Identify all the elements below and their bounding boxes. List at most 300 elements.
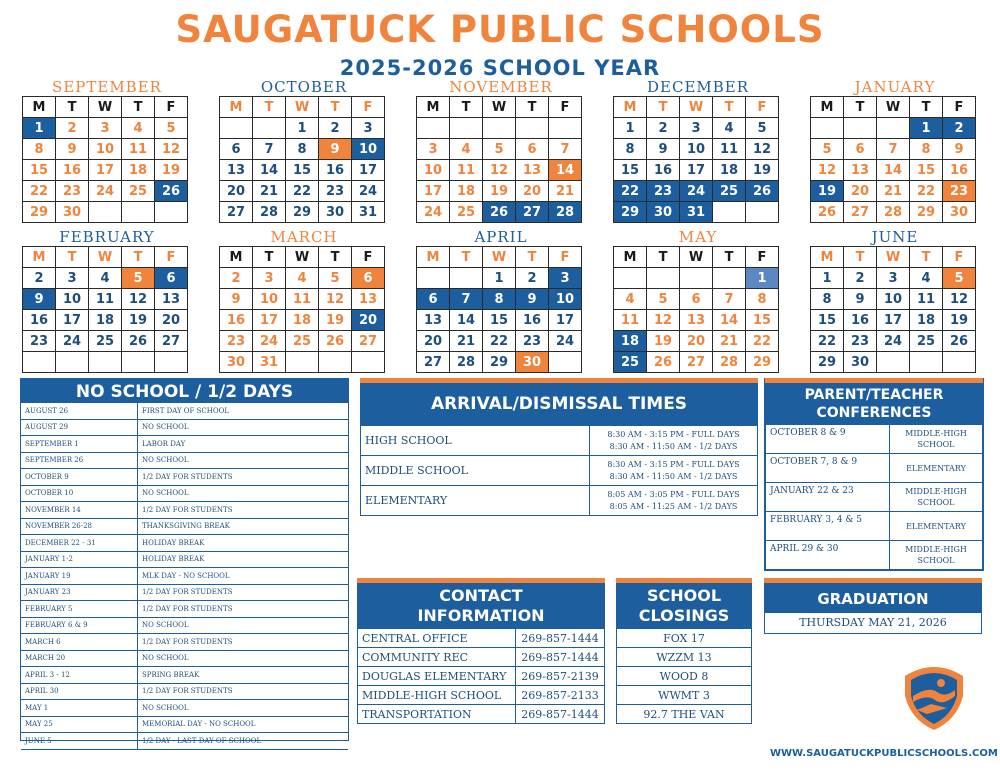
day-cell: 30 xyxy=(844,352,877,373)
day-cell: 30 xyxy=(943,202,976,223)
day-cell: 22 xyxy=(910,181,943,202)
no-school-row xyxy=(21,403,348,420)
day-cell: 9 xyxy=(516,289,549,310)
conference-date: OCTOBER 8 & 9 xyxy=(766,425,890,454)
day-cell: 9 xyxy=(220,289,253,310)
arrival-half-day: 8:30 AM - 11:50 AM - 1/2 DAYS xyxy=(609,441,738,451)
day-cell: 23 xyxy=(220,331,253,352)
week-row xyxy=(23,181,188,202)
day-cell: 15 xyxy=(746,310,779,331)
day-cell: 22 xyxy=(811,331,844,352)
day-cell: 23 xyxy=(56,181,89,202)
conference-school: ELEMENTARY xyxy=(890,512,983,541)
day-cell: 15 xyxy=(811,310,844,331)
weekday-header: T xyxy=(122,97,155,118)
arrival-school: ELEMENTARY xyxy=(361,486,590,516)
day-cell: 27 xyxy=(516,202,549,223)
closing-station: WOOD 8 xyxy=(617,667,752,686)
day-cell: 29 xyxy=(483,352,516,373)
school-year-subtitle: 2025-2026 SCHOOL YEAR xyxy=(339,56,661,80)
weekday-header: T xyxy=(450,97,483,118)
day-cell: 16 xyxy=(844,310,877,331)
day-cell: 24 xyxy=(56,331,89,352)
day-cell: 2 xyxy=(56,118,89,139)
day-cell xyxy=(417,118,450,139)
weekday-header: F xyxy=(549,247,582,268)
day-cell: 15 xyxy=(483,310,516,331)
weekday-header: T xyxy=(319,247,352,268)
contact-table xyxy=(357,628,605,724)
day-cell: 1 xyxy=(811,268,844,289)
day-cell: 19 xyxy=(319,310,352,331)
day-cell: 24 xyxy=(549,331,582,352)
week-row xyxy=(614,118,779,139)
weekday-header: W xyxy=(89,97,122,118)
day-cell: 14 xyxy=(450,310,483,331)
closing-station: WZZM 13 xyxy=(617,648,752,667)
week-row xyxy=(614,139,779,160)
conference-date: JANUARY 22 & 23 xyxy=(766,483,890,512)
day-cell: 29 xyxy=(811,352,844,373)
week-row xyxy=(614,181,779,202)
day-cell: 27 xyxy=(844,202,877,223)
weekday-header: T xyxy=(910,97,943,118)
day-cell: 6 xyxy=(680,289,713,310)
conference-school: MIDDLE-HIGH SCHOOL xyxy=(890,425,983,454)
day-cell: 16 xyxy=(220,310,253,331)
weekday-header: T xyxy=(516,247,549,268)
day-cell: 18 xyxy=(286,310,319,331)
day-cell xyxy=(713,202,746,223)
day-cell: 15 xyxy=(286,160,319,181)
contact-phone[interactable]: 269-857-1444 xyxy=(516,648,605,667)
arrival-row xyxy=(361,426,758,456)
weekday-header: T xyxy=(713,97,746,118)
contact-phone[interactable]: 269-857-1444 xyxy=(516,705,605,724)
week-row xyxy=(220,268,385,289)
no-school-row xyxy=(21,717,348,734)
no-school-label: HOLIDAY BREAK xyxy=(142,555,205,564)
week-row xyxy=(417,331,582,352)
closings-title-line1: SCHOOL xyxy=(646,586,722,605)
day-cell: 5 xyxy=(943,268,976,289)
day-cell: 31 xyxy=(253,352,286,373)
week-row xyxy=(811,268,976,289)
day-cell: 28 xyxy=(450,352,483,373)
day-cell: 23 xyxy=(319,181,352,202)
day-cell: 8 xyxy=(23,139,56,160)
day-cell: 14 xyxy=(549,160,582,181)
day-cell: 3 xyxy=(253,268,286,289)
conference-date: APRIL 29 & 30 xyxy=(766,541,890,570)
day-cell: 14 xyxy=(877,160,910,181)
day-cell: 22 xyxy=(286,181,319,202)
conference-row xyxy=(766,512,983,541)
day-cell: 10 xyxy=(56,289,89,310)
no-school-label: NO SCHOOL xyxy=(142,621,189,630)
no-school-label: MEMORIAL DAY - NO SCHOOL xyxy=(142,720,256,729)
day-cell: 17 xyxy=(253,310,286,331)
no-school-date: MAY 25 xyxy=(21,717,138,733)
no-school-row xyxy=(21,651,348,668)
closings-panel xyxy=(616,578,752,724)
day-cell: 30 xyxy=(319,202,352,223)
day-cell: 29 xyxy=(746,352,779,373)
conferences-table xyxy=(765,424,983,570)
contact-name: TRANSPORTATION xyxy=(358,705,516,724)
day-cell: 6 xyxy=(155,268,188,289)
day-cell: 11 xyxy=(713,139,746,160)
month-name: JUNE xyxy=(871,228,919,246)
day-cell: 3 xyxy=(549,268,582,289)
weekday-header: M xyxy=(220,97,253,118)
day-cell: 29 xyxy=(910,202,943,223)
weekday-header: F xyxy=(746,247,779,268)
website-link[interactable]: WWW.SAUGATUCKPUBLICSCHOOLS.COM xyxy=(770,748,998,759)
contact-name: CENTRAL OFFICE xyxy=(358,629,516,648)
contact-row xyxy=(358,686,605,705)
day-cell: 27 xyxy=(417,352,450,373)
day-cell xyxy=(614,268,647,289)
contact-phone[interactable]: 269-857-1444 xyxy=(516,629,605,648)
arrival-row xyxy=(361,456,758,486)
day-cell: 26 xyxy=(319,331,352,352)
weekday-header: W xyxy=(89,247,122,268)
day-cell: 2 xyxy=(319,118,352,139)
arrival-title: ARRIVAL/DISMISSAL TIMES xyxy=(360,383,758,425)
weekday-header: T xyxy=(647,247,680,268)
day-cell: 12 xyxy=(483,160,516,181)
conference-school: ELEMENTARY xyxy=(890,454,983,483)
day-cell xyxy=(155,202,188,223)
day-cell: 13 xyxy=(220,160,253,181)
day-cell: 10 xyxy=(877,289,910,310)
day-cell: 13 xyxy=(844,160,877,181)
day-cell: 25 xyxy=(450,202,483,223)
weekday-header: W xyxy=(286,97,319,118)
graduation-date: THURSDAY MAY 21, 2026 xyxy=(764,613,982,634)
day-cell: 28 xyxy=(877,202,910,223)
week-row xyxy=(417,202,582,223)
day-cell: 18 xyxy=(122,160,155,181)
day-cell: 16 xyxy=(319,160,352,181)
conferences-title-line1: PARENT/TEACHER xyxy=(804,387,944,403)
day-cell: 13 xyxy=(680,310,713,331)
day-cell: 11 xyxy=(286,289,319,310)
day-cell xyxy=(516,118,549,139)
arrival-dismissal-panel xyxy=(360,378,758,516)
conference-school: MIDDLE-HIGH SCHOOL xyxy=(890,541,983,570)
week-row xyxy=(811,160,976,181)
weekday-header: W xyxy=(483,97,516,118)
week-row xyxy=(614,331,779,352)
no-school-label: THANKSGIVING BREAK xyxy=(142,522,230,531)
no-school-label: 1/2 DAY FOR STUDENTS xyxy=(142,604,233,613)
week-row xyxy=(23,268,188,289)
day-cell: 5 xyxy=(811,139,844,160)
day-cell: 31 xyxy=(680,202,713,223)
day-cell: 26 xyxy=(746,181,779,202)
day-cell: 26 xyxy=(483,202,516,223)
week-row xyxy=(23,118,188,139)
day-cell: 19 xyxy=(746,160,779,181)
day-cell: 5 xyxy=(746,118,779,139)
day-cell: 3 xyxy=(352,118,385,139)
no-school-date: MARCH 6 xyxy=(21,634,138,650)
weekday-header: F xyxy=(352,247,385,268)
day-cell: 6 xyxy=(220,139,253,160)
arrival-times xyxy=(590,486,758,516)
no-school-row xyxy=(21,519,348,536)
no-school-label: MLK DAY - NO SCHOOL xyxy=(142,571,230,580)
day-cell xyxy=(844,118,877,139)
day-cell: 24 xyxy=(680,181,713,202)
conference-row xyxy=(766,425,983,454)
day-cell: 4 xyxy=(89,268,122,289)
arrival-times xyxy=(590,456,758,486)
no-school-title: NO SCHOOL / 1/2 DAYS xyxy=(21,379,348,403)
day-cell: 13 xyxy=(352,289,385,310)
day-cell xyxy=(549,118,582,139)
week-row xyxy=(811,139,976,160)
day-cell: 27 xyxy=(352,331,385,352)
day-cell: 21 xyxy=(877,181,910,202)
day-cell: 12 xyxy=(943,289,976,310)
no-school-label: 1/2 DAY FOR STUDENTS xyxy=(142,637,233,646)
day-cell: 19 xyxy=(811,181,844,202)
week-row xyxy=(23,139,188,160)
day-cell xyxy=(23,352,56,373)
day-cell: 4 xyxy=(713,118,746,139)
day-cell xyxy=(319,352,352,373)
conference-date: FEBRUARY 3, 4 & 5 xyxy=(766,512,890,541)
weekday-header: T xyxy=(56,247,89,268)
weekday-header: W xyxy=(877,247,910,268)
month-calendar-table xyxy=(219,96,385,223)
conference-date: OCTOBER 7, 8 & 9 xyxy=(766,454,890,483)
day-cell: 8 xyxy=(614,139,647,160)
day-cell: 11 xyxy=(614,310,647,331)
arrival-school: MIDDLE SCHOOL xyxy=(361,456,590,486)
week-row xyxy=(614,160,779,181)
day-cell: 15 xyxy=(23,160,56,181)
no-school-row xyxy=(21,667,348,684)
weekday-header: F xyxy=(943,247,976,268)
weekday-header: T xyxy=(253,97,286,118)
contact-row xyxy=(358,629,605,648)
no-school-row xyxy=(21,420,348,437)
day-cell: 3 xyxy=(56,268,89,289)
day-cell: 23 xyxy=(647,181,680,202)
day-cell xyxy=(549,352,582,373)
contact-name: MIDDLE-HIGH SCHOOL xyxy=(358,686,516,705)
contact-panel xyxy=(357,578,605,724)
month-calendar-table xyxy=(613,246,779,373)
week-row xyxy=(23,160,188,181)
day-cell: 18 xyxy=(450,181,483,202)
week-row xyxy=(417,310,582,331)
week-row xyxy=(614,202,779,223)
day-cell: 6 xyxy=(352,268,385,289)
day-cell xyxy=(253,118,286,139)
day-cell: 29 xyxy=(286,202,319,223)
closing-station: 92.7 THE VAN xyxy=(617,705,752,724)
day-cell: 3 xyxy=(89,118,122,139)
weekday-header: T xyxy=(56,97,89,118)
no-school-label: 1/2 DAY FOR STUDENTS xyxy=(142,588,233,597)
no-school-row xyxy=(21,700,348,717)
contact-row xyxy=(358,705,605,724)
weekday-header: F xyxy=(549,97,582,118)
day-cell: 20 xyxy=(417,331,450,352)
day-cell: 22 xyxy=(23,181,56,202)
month-calendar-table xyxy=(22,96,188,223)
day-cell: 29 xyxy=(614,202,647,223)
day-cell xyxy=(56,352,89,373)
day-cell xyxy=(877,118,910,139)
arrival-table xyxy=(360,425,758,516)
day-cell: 27 xyxy=(220,202,253,223)
week-row xyxy=(23,352,188,373)
day-cell xyxy=(910,352,943,373)
contact-phone[interactable]: 269-857-2139 xyxy=(516,667,605,686)
contact-name: DOUGLAS ELEMENTARY xyxy=(358,667,516,686)
day-cell: 5 xyxy=(483,139,516,160)
weekday-header: F xyxy=(352,97,385,118)
week-row xyxy=(417,289,582,310)
day-cell: 9 xyxy=(647,139,680,160)
day-cell xyxy=(811,118,844,139)
weekday-header: W xyxy=(483,247,516,268)
day-cell: 18 xyxy=(614,331,647,352)
day-cell: 23 xyxy=(943,181,976,202)
day-cell: 29 xyxy=(23,202,56,223)
weekday-header: M xyxy=(614,247,647,268)
weekday-header: F xyxy=(155,97,188,118)
day-cell: 5 xyxy=(155,118,188,139)
day-cell: 16 xyxy=(943,160,976,181)
day-cell: 15 xyxy=(614,160,647,181)
day-cell: 18 xyxy=(713,160,746,181)
day-cell: 25 xyxy=(614,352,647,373)
conference-row xyxy=(766,541,983,570)
day-cell xyxy=(89,352,122,373)
month-calendar-table xyxy=(810,246,976,373)
week-row xyxy=(417,181,582,202)
day-cell: 22 xyxy=(483,331,516,352)
no-school-date: AUGUST 29 xyxy=(21,420,138,436)
day-cell: 18 xyxy=(89,310,122,331)
page-title: SAUGATUCK PUBLIC SCHOOLS xyxy=(175,8,825,51)
day-cell: 12 xyxy=(647,310,680,331)
day-cell: 23 xyxy=(23,331,56,352)
day-cell: 19 xyxy=(155,160,188,181)
day-cell: 12 xyxy=(746,139,779,160)
day-cell: 24 xyxy=(417,202,450,223)
week-row xyxy=(811,331,976,352)
week-row xyxy=(220,352,385,373)
week-row xyxy=(417,139,582,160)
month-calendar-table xyxy=(416,96,582,223)
day-cell: 19 xyxy=(943,310,976,331)
day-cell: 20 xyxy=(516,181,549,202)
arrival-school: HIGH SCHOOL xyxy=(361,426,590,456)
contact-phone[interactable]: 269-857-2133 xyxy=(516,686,605,705)
week-row xyxy=(417,352,582,373)
day-cell xyxy=(352,352,385,373)
arrival-row xyxy=(361,486,758,516)
month-name: MAY xyxy=(678,228,718,246)
no-school-date: APRIL 3 - 12 xyxy=(21,667,138,683)
no-school-label: NO SCHOOL xyxy=(142,423,189,432)
day-cell: 25 xyxy=(89,331,122,352)
month-name: DECEMBER xyxy=(646,78,750,96)
week-row xyxy=(614,352,779,373)
weekday-header: M xyxy=(417,97,450,118)
day-cell: 26 xyxy=(122,331,155,352)
weekday-header: T xyxy=(844,247,877,268)
day-cell: 2 xyxy=(220,268,253,289)
day-cell: 14 xyxy=(713,310,746,331)
closing-station-row xyxy=(617,686,752,705)
no-school-label: 1/2 DAY FOR STUDENTS xyxy=(142,472,233,481)
no-school-row xyxy=(21,453,348,470)
day-cell: 10 xyxy=(352,139,385,160)
day-cell: 20 xyxy=(680,331,713,352)
no-school-row xyxy=(21,436,348,453)
conference-school: MIDDLE-HIGH SCHOOL xyxy=(890,483,983,512)
weekday-header: M xyxy=(811,247,844,268)
day-cell: 17 xyxy=(549,310,582,331)
day-cell: 25 xyxy=(910,331,943,352)
weekday-header: F xyxy=(746,97,779,118)
conferences-panel xyxy=(764,378,984,571)
weekday-header: T xyxy=(910,247,943,268)
day-cell: 2 xyxy=(516,268,549,289)
day-cell: 27 xyxy=(680,352,713,373)
no-school-panel xyxy=(20,378,349,745)
no-school-row xyxy=(21,585,348,602)
day-cell: 1 xyxy=(910,118,943,139)
day-cell: 18 xyxy=(910,310,943,331)
day-cell: 21 xyxy=(713,331,746,352)
month-name: MARCH xyxy=(270,228,338,246)
day-cell: 10 xyxy=(89,139,122,160)
day-cell: 12 xyxy=(155,139,188,160)
arrival-full-day: 8:30 AM - 3:15 PM - FULL DAYS xyxy=(607,459,740,469)
weekday-header: T xyxy=(450,247,483,268)
day-cell: 16 xyxy=(647,160,680,181)
week-row xyxy=(811,289,976,310)
day-cell: 1 xyxy=(286,118,319,139)
weekday-header: M xyxy=(220,247,253,268)
no-school-date: SEPTEMBER 26 xyxy=(21,453,138,469)
contact-row xyxy=(358,667,605,686)
month-calendar-table xyxy=(810,96,976,223)
day-cell: 24 xyxy=(253,331,286,352)
day-cell: 17 xyxy=(56,310,89,331)
no-school-row xyxy=(21,634,348,651)
no-school-date: JUNE 5 xyxy=(21,733,138,749)
contact-title-line1: CONTACT xyxy=(439,586,523,605)
day-cell: 30 xyxy=(56,202,89,223)
no-school-date: JANUARY 23 xyxy=(21,585,138,601)
day-cell: 3 xyxy=(877,268,910,289)
day-cell: 7 xyxy=(877,139,910,160)
weekday-header: M xyxy=(811,97,844,118)
contact-row xyxy=(358,648,605,667)
weekday-header: W xyxy=(680,247,713,268)
